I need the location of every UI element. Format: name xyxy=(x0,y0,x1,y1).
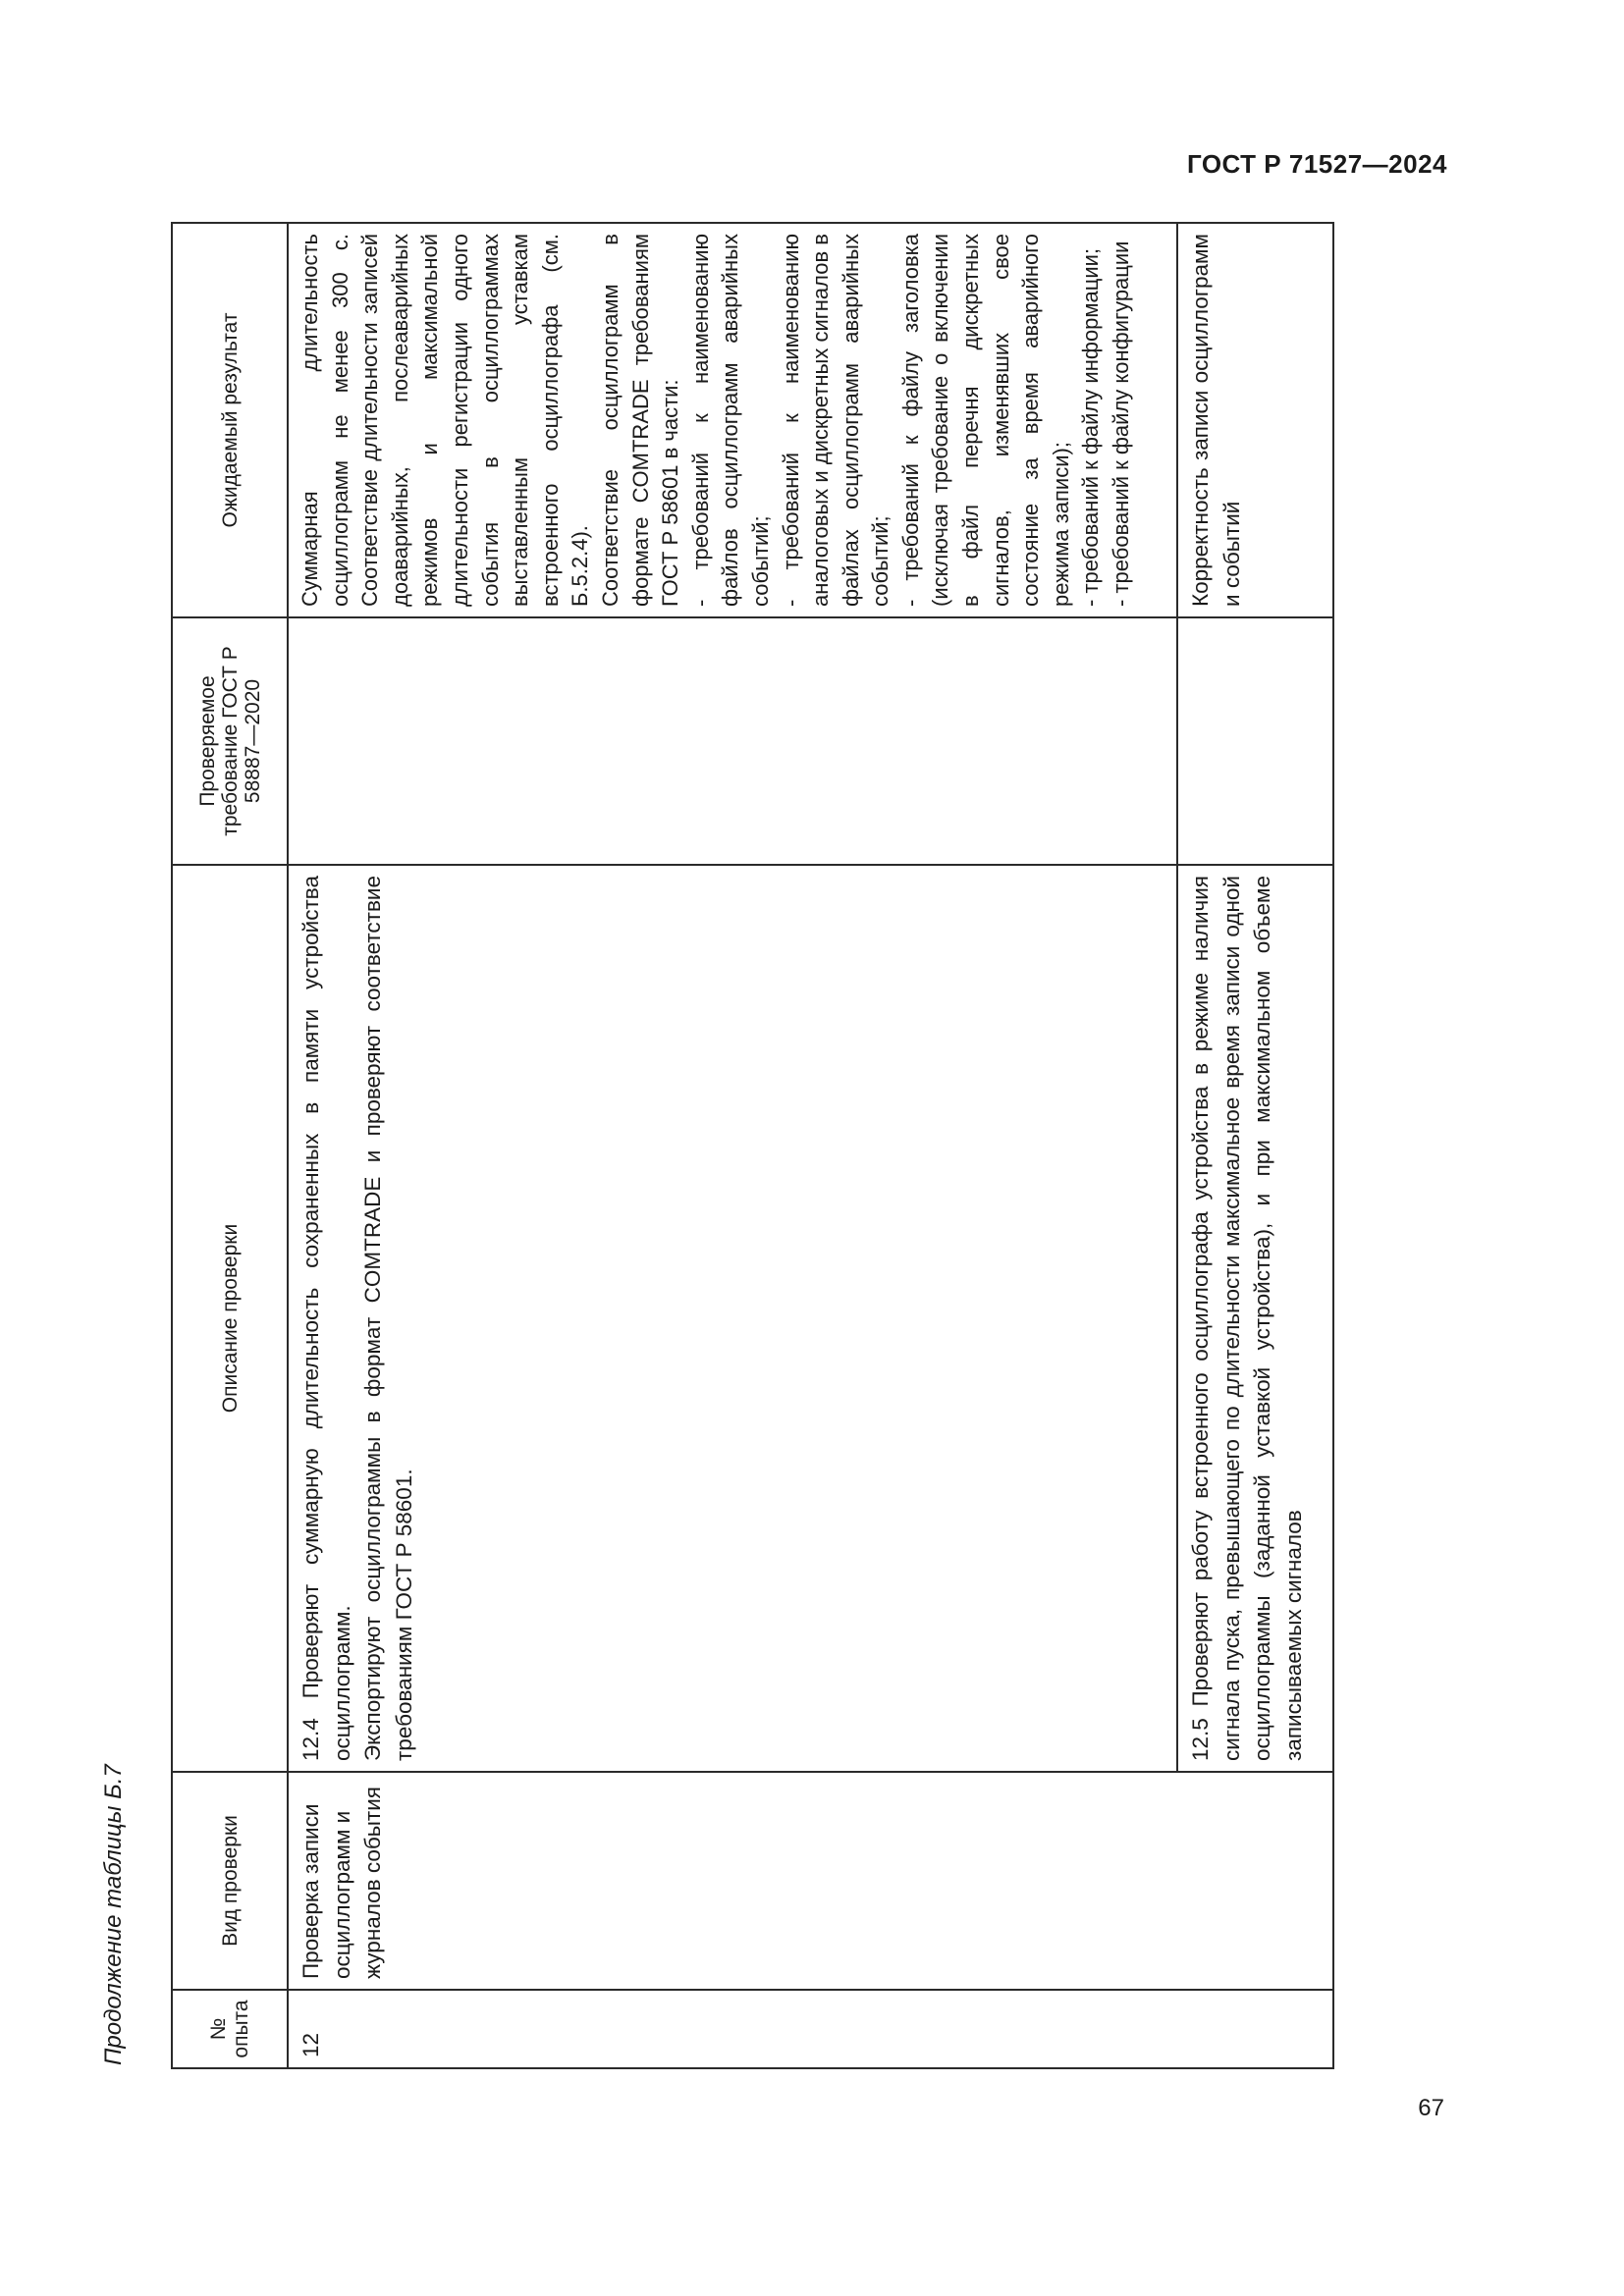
header-kind: Вид проверки xyxy=(172,1772,288,1990)
cell-desc: 12.5 Проверяют работу встроенного осциллографа устройства в режиме наличия сигнала пуска, превышающего по длительности максимальное время записи одной осциллограммы (заданной уставкой устройства), и при максимальном объеме записываемых сигналов xyxy=(1177,865,1333,1772)
test-table xyxy=(171,222,1334,2069)
result-line: Суммарная длительность осциллограмм не менее 300 с. Соответствие длительности записей доаварийных, послеаварийных режимов и максимальной длительности регистрации одного события в осциллограммах выставленным уставкам встроенного осциллографа (см. Б.5.2.4). xyxy=(298,234,593,607)
result-line: - требований к наименованию аналоговых и дискретных сигналов в файлах осциллограмм аварийных событий; xyxy=(778,234,893,607)
doc-code: ГОСТ Р 71527—2024 xyxy=(1186,149,1447,179)
cell-kind: Проверка записи осциллограмм и журналов события xyxy=(288,1772,1333,1990)
cell-res: Корректность записи осциллограмм и событий xyxy=(1177,223,1333,617)
header-req: Проверяемое требование ГОСТ Р 58887—2020 xyxy=(172,617,288,865)
result-line: Соответствие осциллограмм в формате COMTRADE требованиям ГОСТ Р 58601 в части: xyxy=(597,234,683,607)
cell-req xyxy=(1177,617,1333,865)
result-line: - требований к файлу конфигурации xyxy=(1109,240,1134,607)
header-no: № опыта xyxy=(172,1990,288,2068)
table-row xyxy=(288,223,1177,2068)
table-caption: Продолжение таблицы Б.7 xyxy=(100,1764,127,2065)
page-number: 67 xyxy=(1418,2095,1444,2121)
rotated-table-container xyxy=(100,224,1334,2069)
table-header-row xyxy=(172,223,288,2068)
desc-paragraph: Экспортируют осциллограммы в формат COMTRADE и проверяют соответствие требованиям ГОСТ Р 58601. xyxy=(360,876,416,1761)
header-res: Ожидаемый результат xyxy=(172,223,288,617)
result-line: - требований к файлу заголовка (исключая требование о включении в файл перечня дискретных сигналов, изменявших свое состояние за время аварийного режима записи); xyxy=(897,234,1073,607)
result-line: - требований к наименованию файлов осциллограмм аварийных событий; xyxy=(687,234,773,607)
result-line: - требований к файлу информации; xyxy=(1078,247,1104,607)
cell-res xyxy=(288,223,1177,617)
cell-req xyxy=(288,617,1177,865)
desc-paragraph: 12.4 Проверяют суммарную длительность сохраненных в памяти устройства осциллограмм. xyxy=(298,876,354,1761)
header-desc: Описание проверки xyxy=(172,865,288,1772)
cell-no: 12 xyxy=(288,1990,1333,2068)
cell-desc xyxy=(288,865,1177,1772)
